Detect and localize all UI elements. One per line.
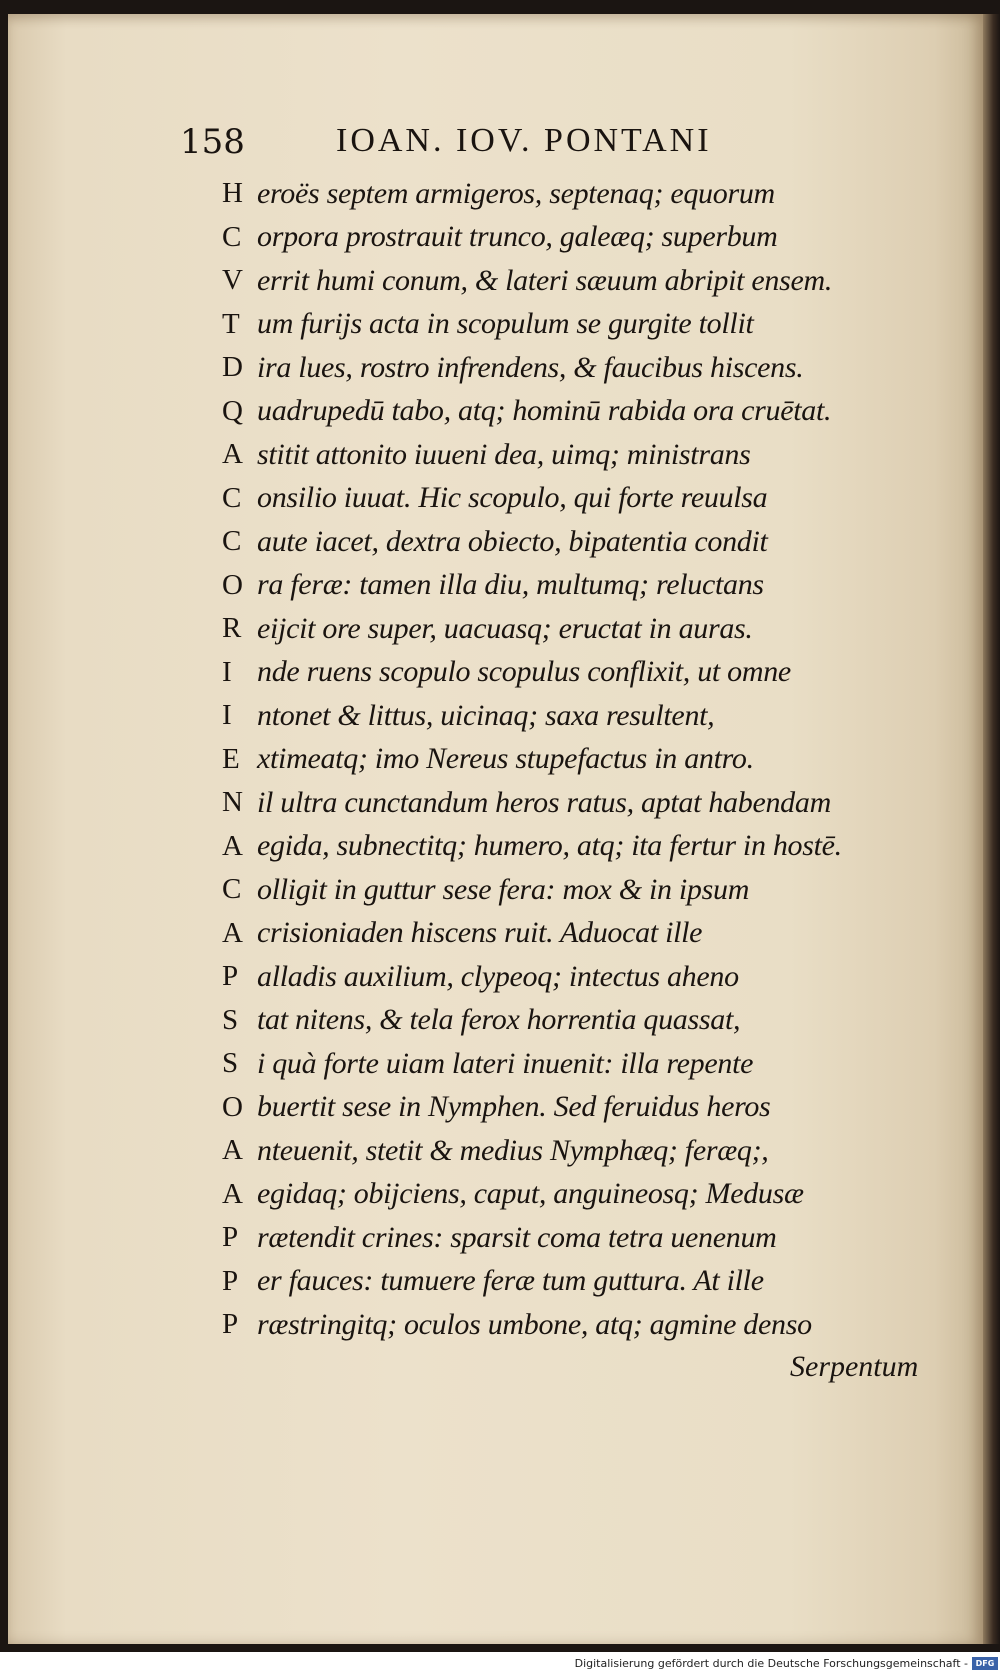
verse-initial: A (222, 1134, 243, 1167)
verse-line (222, 433, 942, 477)
verse-line-text: rætendit crines: sparsit coma tetra uenenum (257, 1220, 777, 1254)
verse-line-text: ræstringitq; oculos umbone, atq; agmine denso (257, 1307, 812, 1341)
verse-line (222, 520, 942, 564)
verse-initial: O (222, 1090, 243, 1123)
verse-line (222, 1042, 942, 1086)
verse-line (222, 651, 942, 695)
verse-initial: P (222, 960, 239, 993)
catchword: Serpentum (790, 1350, 919, 1383)
verse-line (222, 216, 942, 260)
running-head: IOAN. IOV. PONTANI (336, 122, 712, 159)
verse-line (222, 1086, 942, 1130)
page-header (180, 122, 940, 172)
verse-initial: A (222, 916, 243, 949)
verse-line-text: i quà forte uiam lateri inuenit: illa repente (257, 1046, 754, 1080)
footer-bar (0, 1652, 1000, 1676)
verse-line-text: uadrupedū tabo, atq; hominū rabida ora cruētat. (257, 394, 832, 428)
verse-line-text: onsilio iuuat. Hic scopulo, qui forte reuulsa (257, 481, 768, 515)
verse-initial: I (222, 655, 232, 688)
verse-line (222, 346, 942, 390)
verse-line-text: xtimeatq; imo Nereus stupefactus in antro. (257, 742, 754, 776)
verse-line (222, 912, 942, 956)
verse-initial: S (222, 1047, 239, 1080)
verse-initial: C (222, 220, 242, 253)
verse-initial: P (222, 1308, 239, 1341)
verse-initial: I (222, 699, 232, 732)
verse-line (222, 172, 942, 216)
verse-initial: V (222, 264, 243, 297)
verse-line-text: tat nitens, & tela ferox horrentia quassat, (257, 1003, 741, 1037)
dfg-logo-icon: DFG (972, 1657, 998, 1670)
verse-initial: S (222, 1003, 239, 1036)
verse-line-text: ra feræ: tamen illa diu, multumq; reluctans (257, 568, 764, 602)
verse-initial: H (222, 177, 243, 210)
verse-line (222, 1216, 942, 1260)
verse-initial: D (222, 351, 243, 384)
verse-text-block (222, 172, 942, 1347)
verse-line-text: ntonet & littus, uicinaq; saxa resultent, (257, 698, 715, 732)
verse-line-text: ira lues, rostro infrendens, & faucibus hiscens. (257, 350, 804, 384)
verse-line-text: egidaq; obijciens, caput, anguineosq; Medusæ (257, 1177, 804, 1211)
verse-initial: R (222, 612, 242, 645)
verse-line (222, 564, 942, 608)
verse-line (222, 477, 942, 521)
verse-initial: Q (222, 394, 243, 427)
verse-initial: T (222, 307, 240, 340)
verse-line (222, 607, 942, 651)
verse-line-text: buertit sese in Nymphen. Sed feruidus heros (257, 1090, 771, 1124)
verse-line (222, 781, 942, 825)
verse-initial: C (222, 525, 242, 558)
verse-line-text: errit humi conum, & lateri sæuum abripit ensem. (257, 263, 833, 297)
verse-line (222, 955, 942, 999)
verse-line (222, 1173, 942, 1217)
verse-line (222, 738, 942, 782)
verse-initial: C (222, 873, 242, 906)
verse-initial: O (222, 568, 243, 601)
verse-initial: C (222, 481, 242, 514)
verse-line (222, 825, 942, 869)
verse-line-text: eroës septem armigeros, septenaq; equorum (257, 176, 775, 210)
verse-line-text: um furijs acta in scopulum se gurgite tollit (257, 307, 754, 341)
verse-line (222, 259, 942, 303)
verse-line-text: alladis auxilium, clypeoq; intectus aheno (257, 959, 739, 993)
verse-line-text: crisioniaden hiscens ruit. Aduocat ille (257, 916, 703, 950)
verse-line-text: olligit in guttur sese fera: mox & in ipsum (257, 872, 750, 906)
verse-initial: P (222, 1221, 239, 1254)
verse-line (222, 303, 942, 347)
verse-line (222, 999, 942, 1043)
page-number: 158 (180, 122, 245, 162)
funding-credit: Digitalisierung gefördert durch die Deutsche Forschungsgemeinschaft - (574, 1657, 968, 1670)
verse-line-text: nteuenit, stetit & medius Nymphæq; feræq;, (257, 1133, 769, 1167)
verse-line-text: eijcit ore super, uacuasq; eructat in auras. (257, 611, 753, 645)
verse-line-text: orpora prostrauit trunco, galeæq; superbum (257, 220, 778, 254)
verse-initial: N (222, 786, 243, 819)
verse-line (222, 694, 942, 738)
verse-initial: A (222, 829, 243, 862)
verse-line-text: stitit attonito iuueni dea, uimq; ministrans (257, 437, 751, 471)
verse-line (222, 1303, 942, 1347)
verse-line (222, 1260, 942, 1304)
verse-line (222, 1129, 942, 1173)
verse-initial: A (222, 438, 243, 471)
verse-initial: A (222, 1177, 243, 1210)
verse-line-text: il ultra cunctandum heros ratus, aptat habendam (257, 785, 831, 819)
verse-line-text: nde ruens scopulo scopulus conflixit, ut omne (257, 655, 791, 689)
page-edge-shadow (983, 14, 1000, 1644)
verse-line-text: er fauces: tumuere feræ tum guttura. At ille (257, 1264, 764, 1298)
verse-line-text: egida, subnectitq; humero, atq; ita fertur in hostē. (257, 829, 842, 863)
verse-initial: E (222, 742, 240, 775)
verse-line (222, 868, 942, 912)
verse-initial: P (222, 1264, 239, 1297)
verse-line (222, 390, 942, 434)
verse-line-text: aute iacet, dextra obiecto, bipatentia condit (257, 524, 768, 558)
